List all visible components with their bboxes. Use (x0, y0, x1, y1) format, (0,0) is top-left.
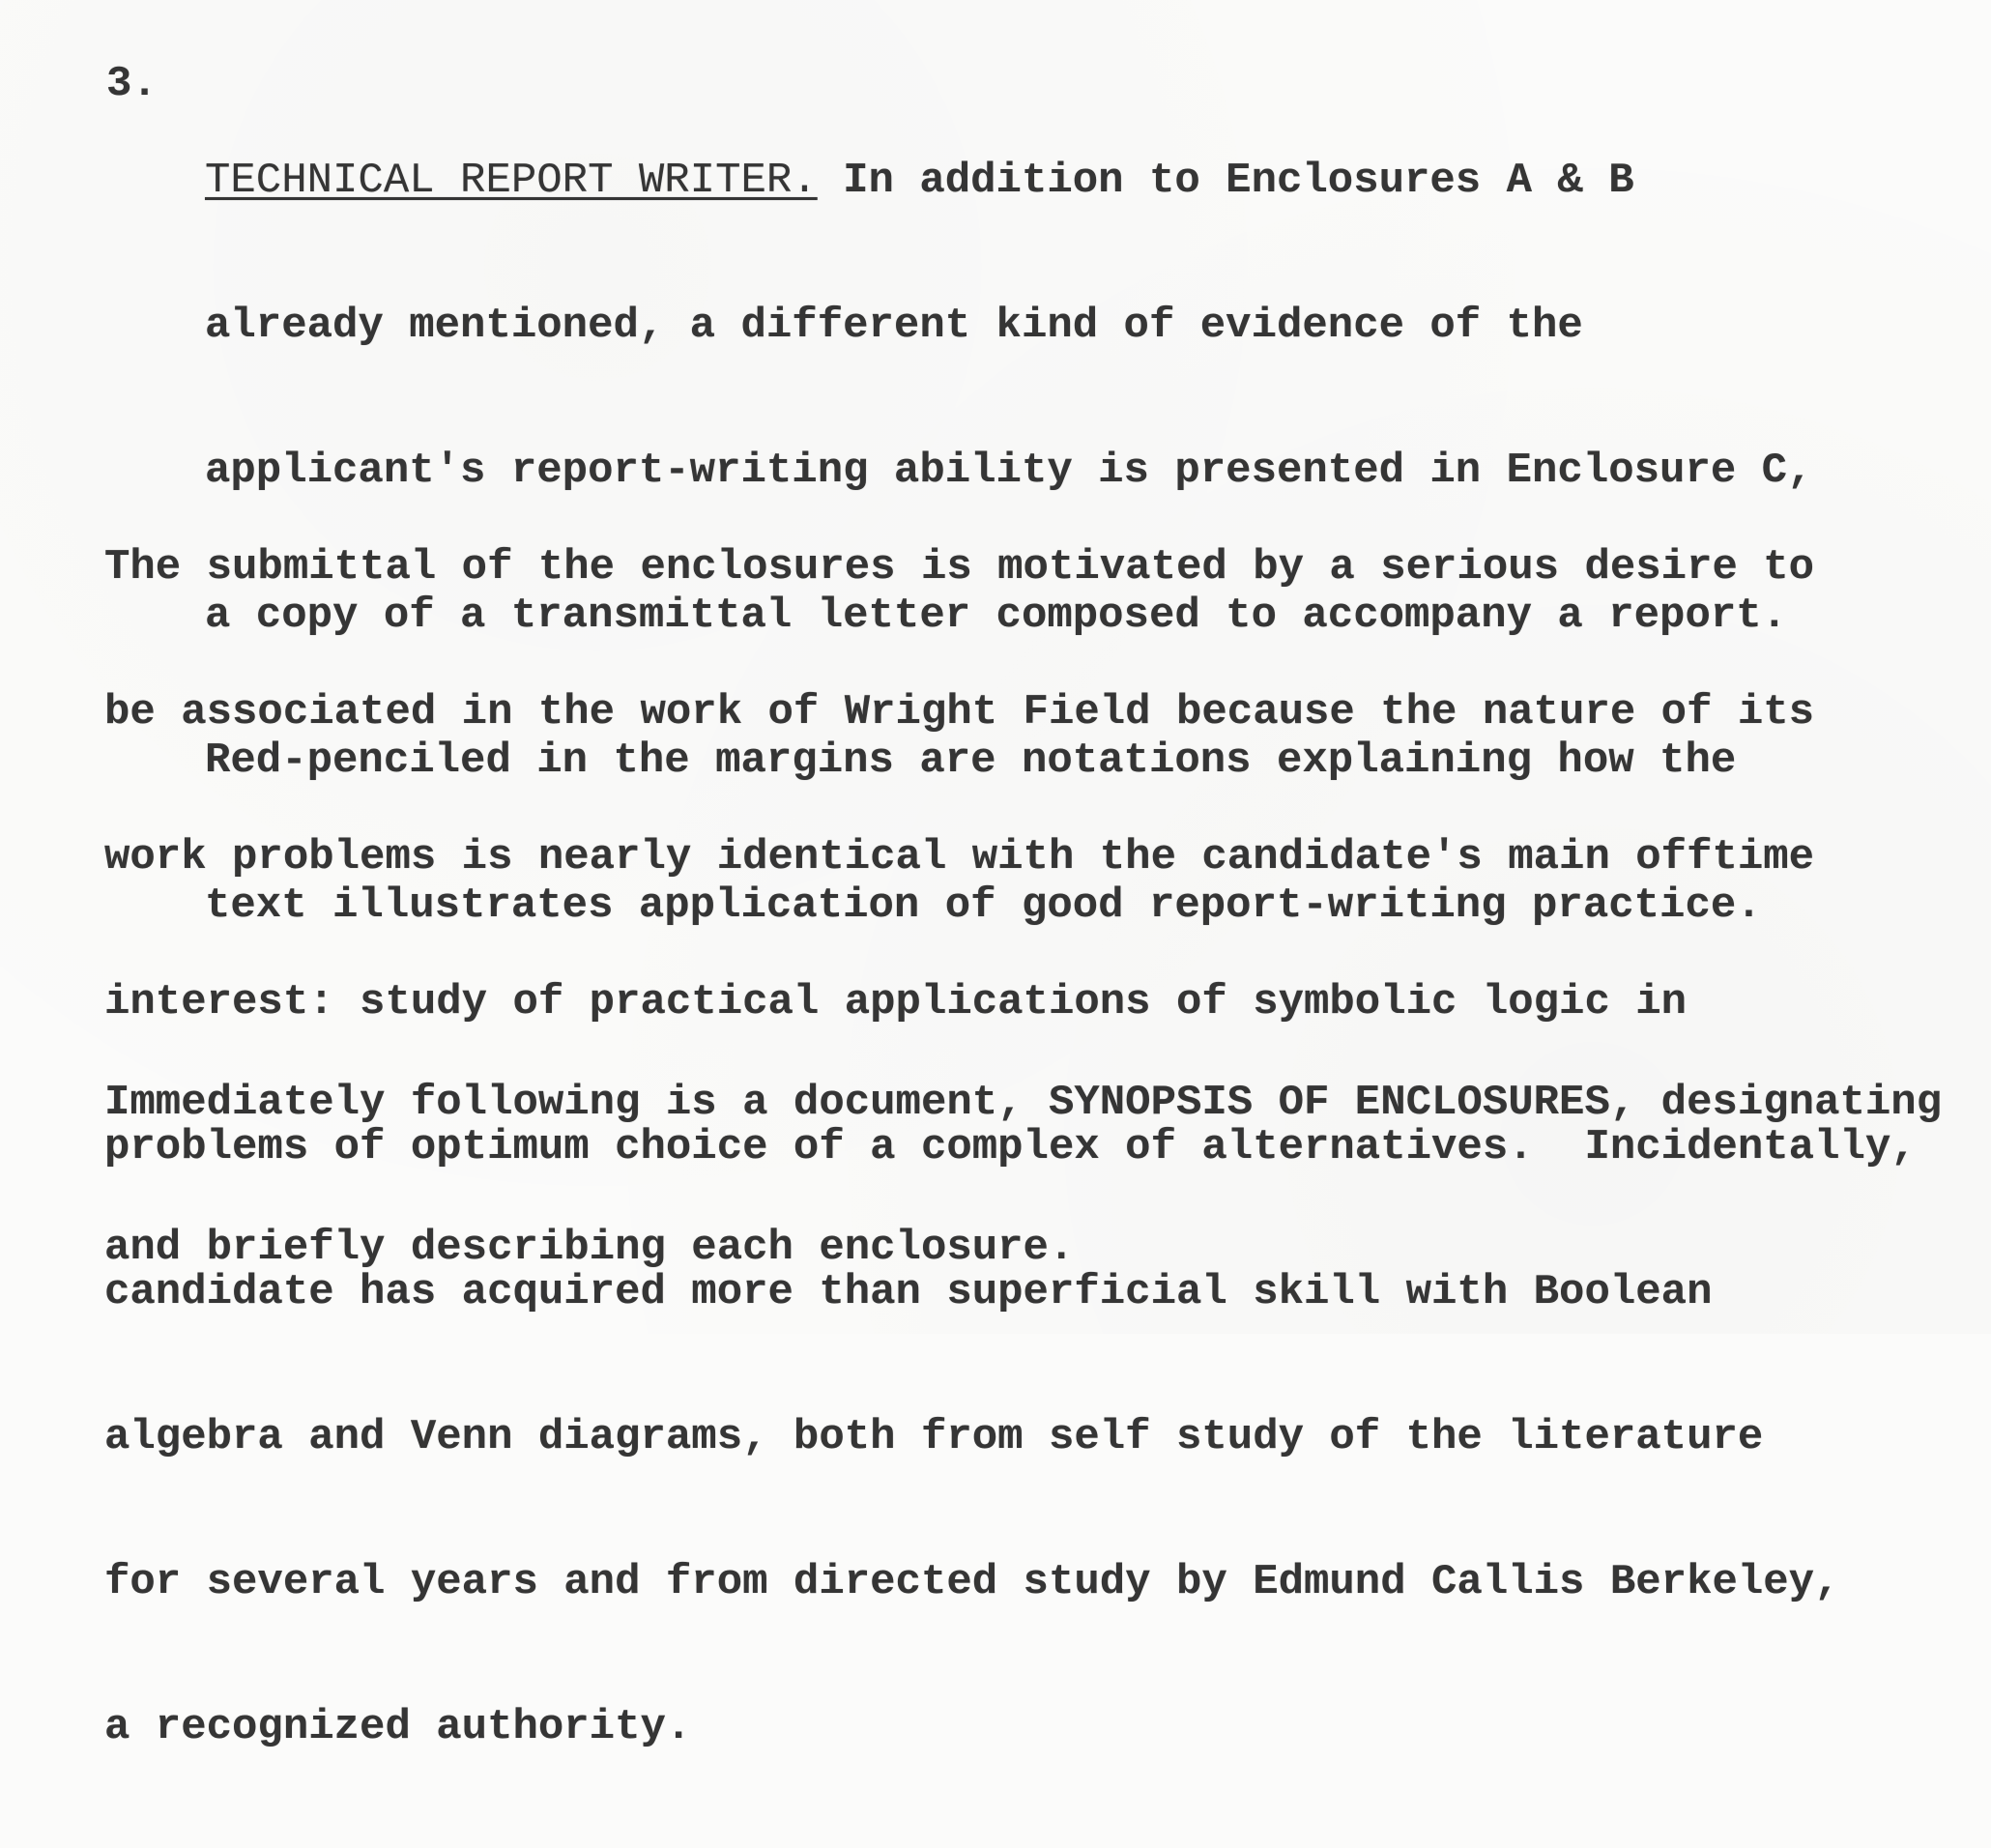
paragraph-line: interest: study of practical applications of symbolic logic in (104, 978, 1688, 1026)
paragraph-line: work problems is nearly identical with the candidate's main offtime (104, 833, 1815, 881)
section-3-first-line (205, 157, 1812, 205)
paragraph-line: The submittal of the enclosures is motivated by a serious desire to (104, 543, 1815, 592)
section-3-line: text illustrates application of good report-writing practice. (205, 881, 1762, 930)
paragraph-line: a recognized authority. (104, 1703, 692, 1751)
section-3-line: applicant's report-writing ability is presented in Enclosure C, (205, 447, 1813, 495)
section-heading: TECHNICAL REPORT WRITER. (205, 157, 818, 205)
paragraph-line: problems of optimum choice of a complex of alternatives. Incidentally, (104, 1123, 1917, 1171)
paragraph-line: candidate has acquired more than superficial skill with Boolean (104, 1268, 1713, 1316)
paragraph-line: be associated in the work of Wright Field because the nature of its (104, 688, 1815, 736)
paragraph-line: and briefly describing each enclosure. (104, 1224, 1075, 1272)
section-3-first-line-text: In addition to Enclosures A & B (817, 157, 1634, 205)
section-3-line: Red-penciled in the margins are notations explaining how the (205, 736, 1737, 785)
immediately-following-paragraph (104, 982, 1942, 1369)
paragraph-line: Immediately following is a document, SYNOPSIS OF ENCLOSURES, designating (104, 1079, 1943, 1127)
paragraph-line: algebra and Venn diagrams, both from self study of the literature (104, 1413, 1764, 1461)
section-3-line: already mentioned, a different kind of evidence of the (205, 302, 1583, 350)
paragraph-line: for several years and from directed study by Edmund Callis Berkeley, (104, 1558, 1840, 1606)
section-number: 3. (106, 60, 158, 108)
section-3-line: a copy of a transmittal letter composed to accompany a report. (205, 592, 1788, 640)
